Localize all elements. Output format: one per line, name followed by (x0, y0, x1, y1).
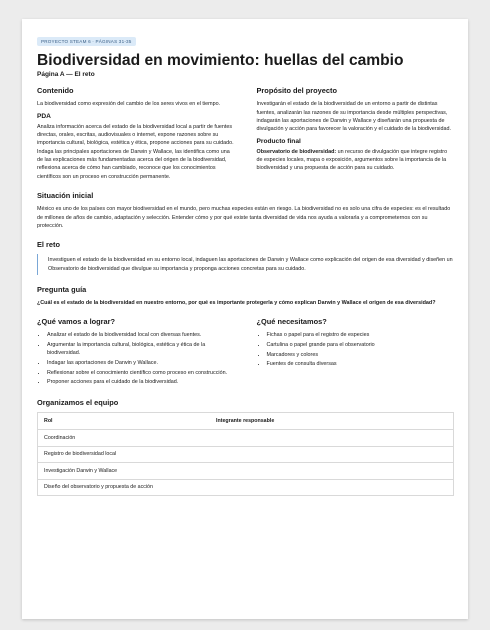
column-header-integrante: Integrante responsable (210, 413, 454, 430)
lograr-column (37, 317, 235, 388)
situacion-text: México es uno de los países con mayor biodiversidad en el mundo, pero muchas especies están en riesgo. La biodiversidad no es solo una cifra de especies: es el resultado de millones de años de cambio, adaptación y selección. Entender cómo y por qué existe tanta diversidad de vida nos ayuda a valorarla y a comprometernos con su protección. (37, 206, 451, 229)
page-title: Biodiversidad en movimiento: huellas del cambio (37, 52, 404, 69)
goals-columns (37, 317, 454, 388)
equipo-heading: Organizamos el equipo (37, 398, 119, 408)
pregunta-text: ¿Cuál es el estado de la biodiversidad en nuestro entorno, por qué es importante protegerla y cómo explican Darwin y Wallace el origen de esa diversidad? (37, 300, 436, 307)
document-page (22, 19, 468, 619)
team-table (37, 412, 454, 496)
proposito-heading: Propósito del proyecto (256, 86, 337, 96)
contenido-text: La biodiversidad como expresión del cambio de los seres vivos en el tiempo. (37, 101, 221, 108)
reto-heading: El reto (37, 240, 60, 250)
list-item: • Fichas o papel para el registro de especies (267, 331, 455, 339)
table-header-row (38, 413, 454, 430)
contenido-heading: Contenido (37, 86, 74, 96)
member-cell[interactable] (210, 463, 454, 480)
page-subtitle: Página A — El reto (37, 71, 95, 79)
list-item: • Fuentes de consulta diversas (267, 360, 455, 368)
lograr-heading: ¿Qué vamos a lograr? (37, 317, 116, 327)
necesitamos-column (257, 317, 455, 388)
table-row (38, 463, 454, 480)
list-item: • Reflexionar sobre el conocimiento científico como proceso en construcción. (47, 369, 235, 377)
producto-heading: Producto final (256, 137, 301, 145)
list-item: • Indagar las aportaciones de Darwin y Wallace. (47, 359, 235, 367)
necesitamos-list (257, 331, 455, 368)
member-cell[interactable] (210, 430, 454, 447)
project-tag: PROYECTO STEAM 6 · PÁGINAS 31-35 (37, 37, 136, 46)
list-item: • Marcadores y colores (267, 351, 455, 359)
reto-section (37, 240, 454, 275)
role-cell: Registro de biodiversidad local (38, 446, 211, 463)
necesitamos-heading: ¿Qué necesitamos? (256, 317, 327, 327)
reto-callout (37, 254, 454, 275)
column-header-rol: Rol (38, 413, 211, 430)
member-cell[interactable] (210, 479, 454, 496)
producto-text (257, 148, 455, 173)
pregunta-heading: Pregunta guía (37, 285, 87, 295)
role-cell: Investigación Darwin y Wallace (38, 463, 211, 480)
list-item: • Analizar el estado de la biodiversidad local con diversas fuentes. (47, 331, 235, 339)
equipo-section (37, 398, 454, 496)
role-cell: Diseño del observatorio y propuesta de acción (38, 479, 211, 496)
right-column (257, 86, 455, 181)
table-row (38, 446, 454, 463)
pregunta-section (37, 285, 454, 307)
proposito-text: Investigarán el estado de la biodiversidad de un entorno a partir de distintas fuentes, analizarán las razones de su importancia desde múltiples perspectivas, indagarán las aportaciones de Darwin y Wallace y diseñarán una propuesta de divulgación y acción para favorecer la valoración y el cuidado de la biodiversidad. (256, 101, 451, 133)
list-item: • Cartulina o papel grande para el observatorio (267, 341, 455, 349)
table-row (38, 479, 454, 496)
situacion-section (37, 191, 454, 230)
pda-heading: PDA (37, 112, 51, 120)
producto-description: un recurso de divulgación que integre registro de especies locales, mapa o exposición, argumentos sobre la importancia de la biodiversidad y una propuesta de acción para su cuidado. (256, 148, 448, 172)
table-row (38, 430, 454, 447)
list-item: • Proponer acciones para el cuidado de la biodiversidad. (47, 378, 235, 386)
lograr-list (37, 331, 235, 386)
role-cell: Coordinación (38, 430, 211, 447)
member-cell[interactable] (210, 446, 454, 463)
pda-text: Analiza información acerca del estado de la biodiversidad local a partir de fuentes directas, orales, escritas, audiovisuales o internet, expone razones sobre su importancia cultural, biológica, estética y ética, propone acciones para su cuidado. Indaga las principales aportaciones de Darwin y Wallace, las identifica como una de las explicaciones más fundamentadas acerca del origen de la biodiversidad, reflexiona acerca de cómo han cambiado, reconoce que los conocimientos científicos son un proceso en construcción permanente. (37, 123, 234, 180)
left-column (37, 86, 235, 181)
situacion-heading: Situación inicial (37, 191, 94, 201)
reto-text: Investiguen el estado de la biodiversidad en su entorno local, indaguen las aportaciones de Darwin y Wallace como explicación del origen de esa diversidad y diseñen un Observatorio de biodiversidad que divulgue su importancia y proponga acciones concretas para su cuidado. (48, 257, 453, 272)
intro-columns (37, 86, 454, 181)
list-item: • Argumentar la importancia cultural, biológica, estética y ética de la biodiversidad. (47, 341, 235, 358)
producto-label: Observatorio de biodiversidad: (256, 148, 337, 155)
